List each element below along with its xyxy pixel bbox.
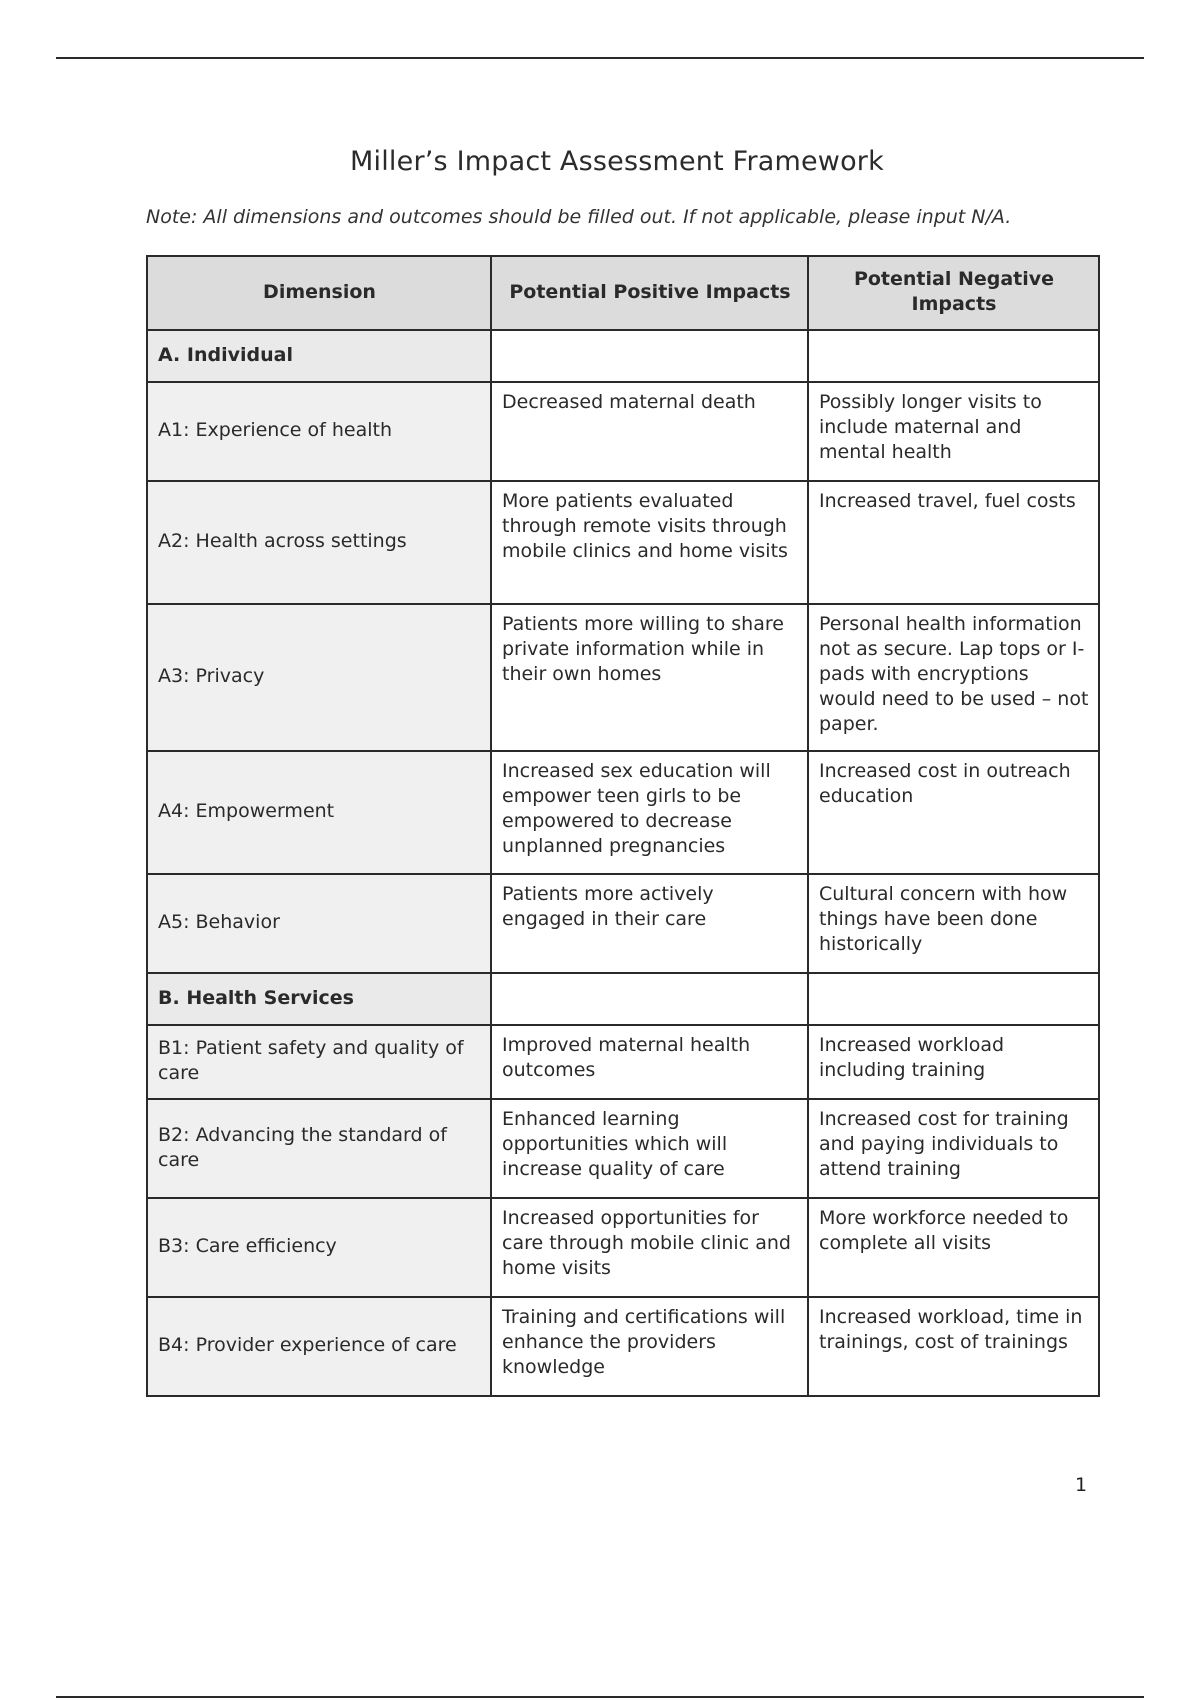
positive-impact-cell: Improved maternal health outcomes bbox=[491, 1025, 808, 1099]
section-row-individual bbox=[147, 330, 1099, 382]
document-title: Miller’s Impact Assessment Framework bbox=[350, 146, 884, 177]
negative-impact-cell: Cultural concern with how things have been done historically bbox=[808, 874, 1099, 973]
empty-cell bbox=[808, 330, 1099, 382]
table-row bbox=[147, 481, 1099, 604]
table-row bbox=[147, 382, 1099, 481]
bottom-rule bbox=[56, 1696, 1144, 1698]
table-row bbox=[147, 604, 1099, 751]
section-label: B. Health Services bbox=[147, 973, 491, 1025]
header-negative-impacts: Potential Negative Impacts bbox=[808, 256, 1099, 330]
impact-assessment-table bbox=[146, 255, 1100, 1397]
table-row bbox=[147, 1198, 1099, 1297]
negative-impact-cell: Increased cost for training and paying individuals to attend training bbox=[808, 1099, 1099, 1198]
section-label: A. Individual bbox=[147, 330, 491, 382]
dimension-cell: A3: Privacy bbox=[147, 604, 491, 751]
dimension-cell: B4: Provider experience of care bbox=[147, 1297, 491, 1396]
table-row bbox=[147, 751, 1099, 874]
dimension-cell: B3: Care efficiency bbox=[147, 1198, 491, 1297]
dimension-cell: A4: Empowerment bbox=[147, 751, 491, 874]
section-row-health-services bbox=[147, 973, 1099, 1025]
negative-impact-cell: Increased cost in outreach education bbox=[808, 751, 1099, 874]
table-row bbox=[147, 1099, 1099, 1198]
empty-cell bbox=[491, 973, 808, 1025]
table-row bbox=[147, 874, 1099, 973]
negative-impact-cell: Increased travel, fuel costs bbox=[808, 481, 1099, 604]
table-row bbox=[147, 1025, 1099, 1099]
positive-impact-cell: Training and certifications will enhance the providers knowledge bbox=[491, 1297, 808, 1396]
dimension-cell: B2: Advancing the standard of care bbox=[147, 1099, 491, 1198]
dimension-cell: A5: Behavior bbox=[147, 874, 491, 973]
header-row bbox=[147, 256, 1099, 330]
empty-cell bbox=[808, 973, 1099, 1025]
negative-impact-cell: Personal health information not as secure. Lap tops or I-pads with encryptions would need to be used – not paper. bbox=[808, 604, 1099, 751]
header-dimension: Dimension bbox=[147, 256, 491, 330]
negative-impact-cell: More workforce needed to complete all visits bbox=[808, 1198, 1099, 1297]
dimension-cell: A2: Health across settings bbox=[147, 481, 491, 604]
table-row bbox=[147, 1297, 1099, 1396]
dimension-cell: A1: Experience of health bbox=[147, 382, 491, 481]
page-number: 1 bbox=[1075, 1474, 1088, 1496]
positive-impact-cell: Increased opportunities for care through mobile clinic and home visits bbox=[491, 1198, 808, 1297]
positive-impact-cell: Increased sex education will empower teen girls to be empowered to decrease unplanned pregnancies bbox=[491, 751, 808, 874]
document-note: Note: All dimensions and outcomes should be filled out. If not applicable, please input N/A. bbox=[146, 206, 1012, 228]
dimension-cell: B1: Patient safety and quality of care bbox=[147, 1025, 491, 1099]
positive-impact-cell: Enhanced learning opportunities which will increase quality of care bbox=[491, 1099, 808, 1198]
negative-impact-cell: Increased workload, time in trainings, cost of trainings bbox=[808, 1297, 1099, 1396]
negative-impact-cell: Increased workload including training bbox=[808, 1025, 1099, 1099]
negative-impact-cell: Possibly longer visits to include maternal and mental health bbox=[808, 382, 1099, 481]
positive-impact-cell: Patients more actively engaged in their care bbox=[491, 874, 808, 973]
header-positive-impacts: Potential Positive Impacts bbox=[491, 256, 808, 330]
positive-impact-cell: Patients more willing to share private information while in their own homes bbox=[491, 604, 808, 751]
top-rule bbox=[56, 57, 1144, 59]
positive-impact-cell: More patients evaluated through remote visits through mobile clinics and home visits bbox=[491, 481, 808, 604]
empty-cell bbox=[491, 330, 808, 382]
positive-impact-cell: Decreased maternal death bbox=[491, 382, 808, 481]
